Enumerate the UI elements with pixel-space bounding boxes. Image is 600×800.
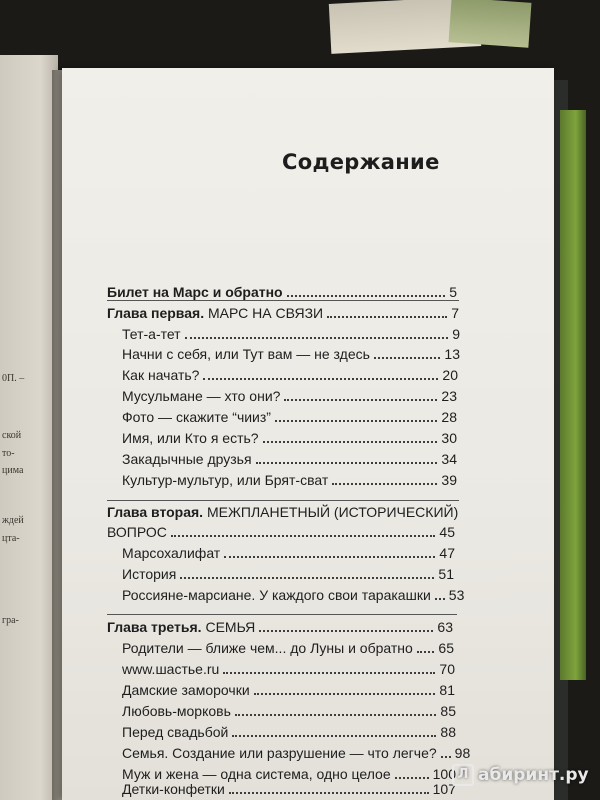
toc-chapter-2-line1 [107,504,458,520]
leader-dots [332,483,437,485]
left-page-fragment: ской [2,430,22,441]
leader-dots [441,756,451,758]
toc-entry [122,409,457,426]
left-page-fragment: ждей [2,515,24,526]
chapter-divider [107,614,457,615]
toc-entry-label: Билет на Марс и обратно [107,284,283,300]
toc-entry [122,724,456,741]
chapter-prefix: Глава первая. [107,305,205,321]
toc-entry [122,661,455,678]
toc-entry [122,640,454,657]
toc-entry [122,472,457,489]
toc-entry-label: Семья. Создание или разрушение — что легче? [122,745,437,761]
chapter-prefix: Глава вторая. [107,504,204,520]
toc-page-number: 39 [441,472,457,488]
left-page-fragment: гра- [2,615,19,626]
toc-entry-label: Марсохалифат [122,545,221,561]
toc-entry-label: Россияне-марсиане. У каждого свои таракашки [122,587,431,603]
leader-dots [224,556,435,558]
chapter-divider [107,300,459,301]
toc-entry [122,430,457,447]
leader-dots [284,399,437,401]
toc-page-number: 100 [432,766,456,782]
leader-dots [374,357,441,359]
toc-entry-label: Имя, или Кто я есть? [122,430,259,446]
toc-entry [122,326,460,343]
leader-dots [263,441,438,443]
toc-entry [122,367,458,384]
background-paper [449,0,532,48]
toc-entry-label: Фото — скажите “чииз” [122,409,271,425]
toc-entry-label: Тет-а-тет [122,326,181,342]
toc-entry-label: Перед свадьбой [122,724,229,740]
toc-entry [122,451,457,468]
leader-dots [185,337,449,339]
toc-page-number: 85 [440,703,456,719]
toc-page-number: 63 [437,619,453,635]
page-title: Содержание [282,150,440,174]
chapter-title-continued: ВОПРОС [107,524,167,540]
left-page-fragment: то- [2,448,15,459]
book-spine [52,70,62,800]
toc-entry-label: Как начать? [122,367,200,383]
toc-entry-label: Мусульмане — хто они? [122,388,281,404]
leader-dots [180,577,434,579]
toc-entry [122,346,460,363]
toc-page-number: 5 [449,284,457,300]
watermark-text: абиринт.ру [478,765,589,785]
toc-entry [122,388,457,405]
leader-dots [171,535,436,537]
toc-entry [122,587,465,604]
toc-entry-label: Родители — ближе чем... до Луны и обратно [122,640,413,656]
toc-entry-label: Любовь-морковь [122,703,231,719]
toc-entry-label: Муж и жена — одна система, одно целое [122,766,391,782]
toc-page-number: 34 [441,451,457,467]
leader-dots [275,420,437,422]
leader-dots [223,672,435,674]
chapter-title: МАРС НА СВЯЗИ [207,305,324,321]
toc-chapter-3 [107,619,453,636]
toc-entry-label: Детки-конфетки [122,781,225,797]
toc-entry-intro [107,284,457,301]
toc-entry [122,566,454,583]
left-page-fragment: цима [2,465,24,476]
toc-entry-label: Закадычные друзья [122,451,252,467]
leader-dots [256,462,438,464]
toc-page-number: 13 [444,346,460,362]
toc-page-number: 81 [439,682,455,698]
toc-page-number: 28 [441,409,457,425]
left-page-fragment: 0П. – [2,373,25,384]
toc-entry-label: www.шастье.ru [122,661,220,677]
toc-entry [122,745,471,762]
watermark-logo: Л [452,764,474,786]
toc-entry-label: Культур-мультур, или Брят-сват [122,472,329,488]
leader-dots [232,735,436,737]
green-book-edge [560,110,586,680]
leader-dots [203,378,438,380]
toc-page-number: 53 [448,587,465,603]
leader-dots [287,295,446,297]
chapter-prefix: Глава третья. [107,619,202,635]
chapter-title: МЕЖПЛАНЕТНЫЙ (ИСТОРИЧЕСКИЙ) [206,504,459,520]
leader-dots [417,651,435,653]
toc-page-number: 65 [438,640,454,656]
toc-page-number: 20 [442,367,458,383]
toc-page-number: 88 [440,724,456,740]
leader-dots [259,630,433,632]
toc-page-number: 30 [441,430,457,446]
chapter-divider [107,500,459,501]
left-page-edge [0,55,58,800]
toc-entry-label: Начни с себя, или Тут вам — не здесь [122,346,370,362]
toc-page-number: 47 [439,545,455,561]
toc-page-number: 9 [452,326,460,342]
leader-dots [229,792,429,794]
leader-dots [327,316,447,318]
left-page-fragment: цта- [2,533,20,544]
toc-page-number: 107 [432,781,456,797]
toc-entry-label: История [122,566,177,582]
toc-entry [122,703,456,720]
toc-page-number: 45 [439,524,455,540]
toc-page-number: 7 [451,305,459,321]
toc-page-number: 98 [454,745,471,761]
toc-page-number: 51 [438,566,454,582]
toc-page-number: 23 [441,388,457,404]
toc-page-number: 70 [439,661,455,677]
chapter-title: СЕМЬЯ [205,619,256,635]
leader-dots [235,714,437,716]
watermark [452,764,589,786]
leader-dots [435,598,445,600]
toc-entry [122,682,455,699]
leader-dots [254,693,436,695]
toc-chapter-2 [107,524,455,541]
toc-chapter-1 [107,305,459,322]
toc-entry [122,781,456,798]
toc-entry [122,545,455,562]
leader-dots [395,777,429,779]
toc-entry-label: Дамские заморочки [122,682,250,698]
